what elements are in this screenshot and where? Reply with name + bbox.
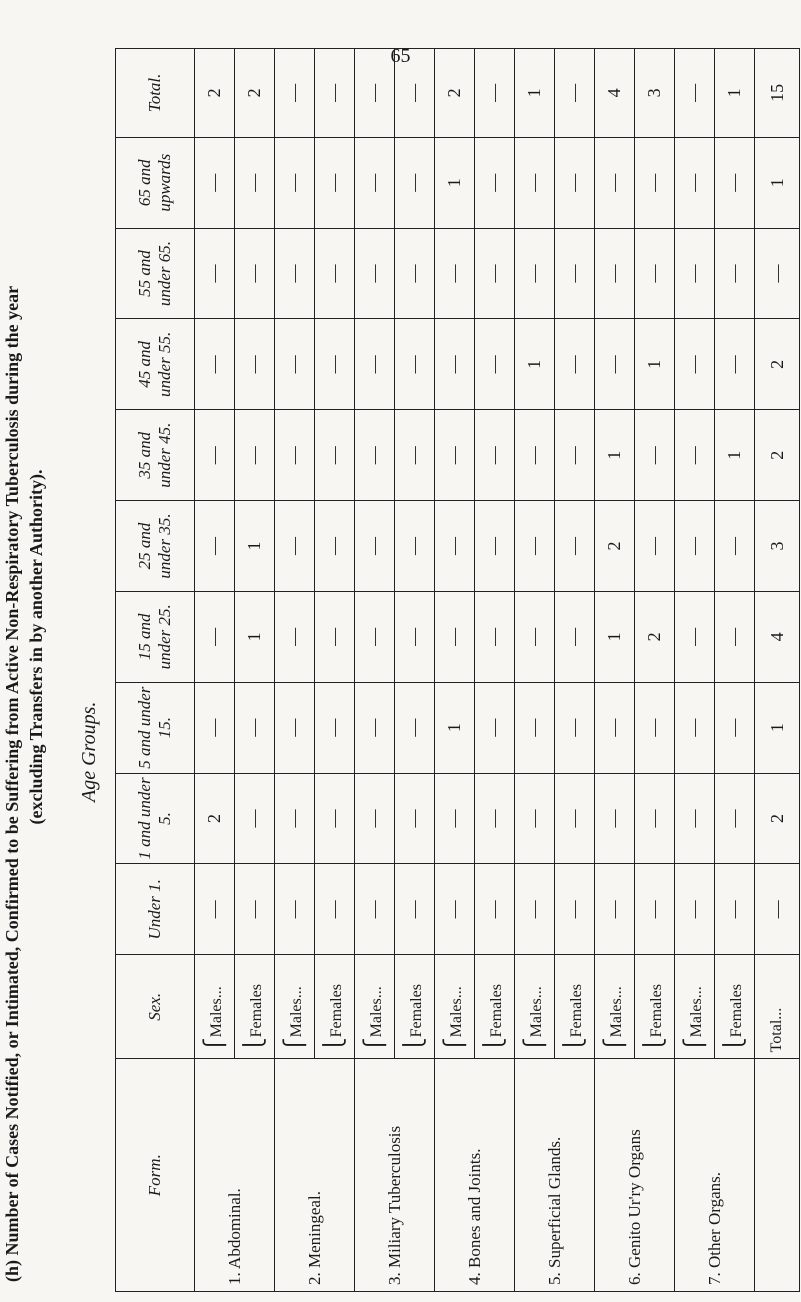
form-name: 3. Miliary Tuberculosis (355, 1059, 435, 1292)
totals-age-cell: 2 (755, 319, 800, 410)
age-cell: — (715, 319, 755, 410)
age-cell: — (715, 137, 755, 228)
age-cell: — (515, 501, 555, 592)
age-cell: — (675, 682, 715, 773)
age-cell: — (195, 864, 235, 955)
totals-label: Total... (755, 955, 800, 1059)
age-cell: — (595, 864, 635, 955)
totals-age-cell: 4 (755, 591, 800, 682)
totals-age-cell: — (755, 864, 800, 955)
age-cell: — (235, 137, 275, 228)
age-cell: — (195, 410, 235, 501)
brace-glyph: ⎧ (204, 1037, 226, 1053)
age-cell: — (435, 864, 475, 955)
age-cell: 1 (595, 410, 635, 501)
total-cell: 2 (195, 49, 235, 138)
brace-glyph: ⎩ (564, 1037, 586, 1053)
age-cell: — (675, 501, 715, 592)
table-row (195, 49, 235, 1292)
totals-age-cell: 1 (755, 137, 800, 228)
sex-label (235, 955, 275, 1059)
age-cell: — (475, 501, 515, 592)
sex-text: Females (728, 984, 745, 1038)
age-cell: — (355, 501, 395, 592)
total-cell: 4 (595, 49, 635, 138)
table-body (195, 49, 800, 1292)
sex-text: Males... (448, 986, 465, 1038)
age-cell: — (635, 682, 675, 773)
age-cell: — (515, 228, 555, 319)
age-cell: — (355, 591, 395, 682)
total-cell: 1 (515, 49, 555, 138)
age-cell: — (475, 410, 515, 501)
form-name: 4. Bones and Joints. (435, 1059, 515, 1292)
age-cell: — (515, 591, 555, 682)
age-cell: — (555, 228, 595, 319)
age-cell: — (275, 501, 315, 592)
age-cell: — (555, 773, 595, 864)
age-cell: 2 (195, 773, 235, 864)
age-cell: — (515, 410, 555, 501)
age-cell: — (475, 228, 515, 319)
age-groups-caption: Age Groups. (78, 701, 100, 802)
age-cell: — (315, 773, 355, 864)
age-cell: 2 (595, 501, 635, 592)
age-cell: — (395, 773, 435, 864)
brace-glyph: ⎩ (324, 1037, 346, 1053)
age-cell: — (275, 319, 315, 410)
sex-text: Females (488, 984, 505, 1038)
sex-text: Females (408, 984, 425, 1038)
total-cell: 2 (235, 49, 275, 138)
header-age-2: 5 and under 15. (116, 682, 195, 773)
grand-total: 15 (755, 49, 800, 138)
table-title: (h) Number of Cases Notified, or Intimated, Confirmed to be Suffering from Active Non-Respiratory Tuberculosis during the year (2, 285, 22, 1282)
sex-text: Males... (528, 986, 545, 1038)
table-row (595, 49, 635, 1292)
sex-text: Females (328, 984, 345, 1038)
totals-age-cell: 2 (755, 410, 800, 501)
totals-row (755, 49, 800, 1292)
age-cell: — (275, 591, 315, 682)
tuberculosis-table (115, 48, 800, 1292)
age-cell: — (195, 319, 235, 410)
age-cell: — (635, 410, 675, 501)
sex-label (555, 955, 595, 1059)
age-cell: — (555, 410, 595, 501)
age-cell: — (275, 864, 315, 955)
age-cell: — (675, 137, 715, 228)
total-cell: — (315, 49, 355, 138)
age-cell: — (675, 410, 715, 501)
age-cell: — (235, 410, 275, 501)
sex-label (595, 955, 635, 1059)
sex-label (315, 955, 355, 1059)
age-cell: — (315, 228, 355, 319)
table-subtitle: (excluding Transfers in by another Authority). (26, 469, 46, 825)
table-row (435, 49, 475, 1292)
age-cell: — (355, 137, 395, 228)
age-cell: — (435, 410, 475, 501)
brace-glyph: ⎧ (364, 1037, 386, 1053)
total-cell: 2 (435, 49, 475, 138)
totals-empty (755, 1059, 800, 1292)
form-name: 5. Superficial Glands. (515, 1059, 595, 1292)
totals-age-cell: — (755, 228, 800, 319)
age-cell: — (195, 501, 235, 592)
age-cell: — (235, 864, 275, 955)
age-cell: — (475, 864, 515, 955)
sex-label (515, 955, 555, 1059)
sex-label (195, 955, 235, 1059)
totals-age-cell: 2 (755, 773, 800, 864)
age-cell: — (435, 319, 475, 410)
table-row (515, 49, 555, 1292)
age-cell: 1 (435, 682, 475, 773)
header-age-3: 15 and under 25. (116, 591, 195, 682)
age-cell: — (675, 591, 715, 682)
header-age-6: 45 and under 55. (116, 319, 195, 410)
age-cell: 1 (635, 319, 675, 410)
age-cell: — (435, 501, 475, 592)
header-age-1: 1 and under 5. (116, 773, 195, 864)
total-cell: — (475, 49, 515, 138)
age-cell: — (595, 773, 635, 864)
age-cell: — (475, 773, 515, 864)
age-cell: — (635, 501, 675, 592)
sex-text: Females (648, 984, 665, 1038)
age-cell: — (435, 773, 475, 864)
brace-glyph: ⎩ (484, 1037, 506, 1053)
total-cell: — (275, 49, 315, 138)
age-cell: — (475, 137, 515, 228)
age-cell: 1 (515, 319, 555, 410)
age-cell: — (235, 773, 275, 864)
age-cell: — (595, 228, 635, 319)
header-sex: Sex. (116, 955, 195, 1059)
age-cell: — (515, 773, 555, 864)
age-cell: 1 (595, 591, 635, 682)
age-cell: — (275, 682, 315, 773)
age-cell: — (395, 228, 435, 319)
age-cell: — (675, 319, 715, 410)
sex-text: Males... (208, 986, 225, 1038)
sex-text: Males... (368, 986, 385, 1038)
age-cell: — (315, 501, 355, 592)
total-cell: 3 (635, 49, 675, 138)
table-row (355, 49, 395, 1292)
age-cell: — (555, 864, 595, 955)
age-cell: — (235, 682, 275, 773)
form-name: 6. Genito Ur'ry Organs (595, 1059, 675, 1292)
age-cell: — (355, 319, 395, 410)
age-cell: — (595, 319, 635, 410)
brace-glyph: ⎧ (444, 1037, 466, 1053)
form-name: 7. Other Organs. (675, 1059, 755, 1292)
age-cell: — (715, 864, 755, 955)
header-age-8: 65 and upwards (116, 137, 195, 228)
header-total: Total. (116, 49, 195, 138)
age-cell: — (195, 682, 235, 773)
age-cell: 1 (715, 410, 755, 501)
total-cell: — (395, 49, 435, 138)
brace-glyph: ⎩ (644, 1037, 666, 1053)
sex-label (275, 955, 315, 1059)
brace-glyph: ⎩ (404, 1037, 426, 1053)
table-row (675, 49, 715, 1292)
age-cell: — (475, 591, 515, 682)
header-age-0: Under 1. (116, 864, 195, 955)
age-cell: — (355, 410, 395, 501)
totals-age-cell: 1 (755, 682, 800, 773)
age-cell: — (275, 410, 315, 501)
age-cell: — (715, 501, 755, 592)
sex-label (635, 955, 675, 1059)
age-cell: — (595, 682, 635, 773)
sex-text: Males... (688, 986, 705, 1038)
age-cell: — (435, 228, 475, 319)
age-cell: — (635, 228, 675, 319)
brace-glyph: ⎧ (284, 1037, 306, 1053)
age-cell: — (355, 773, 395, 864)
header-age-7: 55 and under 65. (116, 228, 195, 319)
age-cell: — (395, 410, 435, 501)
age-cell: — (515, 864, 555, 955)
age-cell: — (475, 319, 515, 410)
age-cell: — (635, 773, 675, 864)
age-cell: — (355, 228, 395, 319)
age-cell: 1 (235, 501, 275, 592)
age-cell: — (315, 682, 355, 773)
age-cell: — (315, 864, 355, 955)
age-cell: — (355, 682, 395, 773)
age-cell: — (315, 410, 355, 501)
age-cell: — (395, 864, 435, 955)
age-cell: — (555, 137, 595, 228)
age-cell: — (715, 682, 755, 773)
brace-glyph: ⎧ (684, 1037, 706, 1053)
age-cell: — (395, 137, 435, 228)
header-age-5: 35 and under 45. (116, 410, 195, 501)
sex-text: Males... (288, 986, 305, 1038)
age-cell: — (595, 137, 635, 228)
brace-glyph: ⎧ (604, 1037, 626, 1053)
sex-text: Females (568, 984, 585, 1038)
age-cell: — (195, 137, 235, 228)
age-cell: — (315, 319, 355, 410)
age-cell: — (675, 773, 715, 864)
age-cell: — (395, 682, 435, 773)
age-cell: — (475, 682, 515, 773)
brace-glyph: ⎩ (724, 1037, 746, 1053)
age-cell: — (235, 228, 275, 319)
age-cell: — (275, 228, 315, 319)
sex-label (715, 955, 755, 1059)
age-cell: 2 (635, 591, 675, 682)
sex-label (675, 955, 715, 1059)
total-cell: — (555, 49, 595, 138)
age-cell: — (435, 591, 475, 682)
age-cell: — (195, 591, 235, 682)
age-cell: — (515, 137, 555, 228)
age-cell: — (195, 228, 235, 319)
brace-glyph: ⎧ (524, 1037, 546, 1053)
header-row (116, 49, 195, 1292)
total-cell: — (675, 49, 715, 138)
page-number: 65 (390, 45, 411, 67)
age-cell: 1 (235, 591, 275, 682)
total-cell: 1 (715, 49, 755, 138)
age-cell: — (395, 501, 435, 592)
age-cell: — (235, 319, 275, 410)
age-cell: — (515, 682, 555, 773)
age-cell: — (395, 591, 435, 682)
form-name: 2. Meningeal. (275, 1059, 355, 1292)
age-cell: — (555, 591, 595, 682)
age-cell: — (315, 137, 355, 228)
totals-age-cell: 3 (755, 501, 800, 592)
age-cell: — (555, 682, 595, 773)
age-cell: — (355, 864, 395, 955)
age-cell: — (395, 319, 435, 410)
sex-label (355, 955, 395, 1059)
sex-text: Males... (608, 986, 625, 1038)
sex-label (395, 955, 435, 1059)
age-cell: — (275, 137, 315, 228)
total-cell: — (355, 49, 395, 138)
sex-label (435, 955, 475, 1059)
table-row (275, 49, 315, 1292)
age-cell: — (715, 591, 755, 682)
form-name: 1. Abdominal. (195, 1059, 275, 1292)
age-cell: — (715, 773, 755, 864)
age-cell: — (675, 228, 715, 319)
age-cell: — (555, 319, 595, 410)
age-cell: — (315, 591, 355, 682)
age-cell: — (715, 228, 755, 319)
sex-text: Females (248, 984, 265, 1038)
age-cell: — (635, 864, 675, 955)
header-age-4: 25 and under 35. (116, 501, 195, 592)
age-cell: — (675, 864, 715, 955)
age-cell: — (635, 137, 675, 228)
age-cell: — (555, 501, 595, 592)
age-cell: 1 (435, 137, 475, 228)
sex-label (475, 955, 515, 1059)
header-form: Form. (116, 1059, 195, 1292)
age-cell: — (275, 773, 315, 864)
brace-glyph: ⎩ (244, 1037, 266, 1053)
